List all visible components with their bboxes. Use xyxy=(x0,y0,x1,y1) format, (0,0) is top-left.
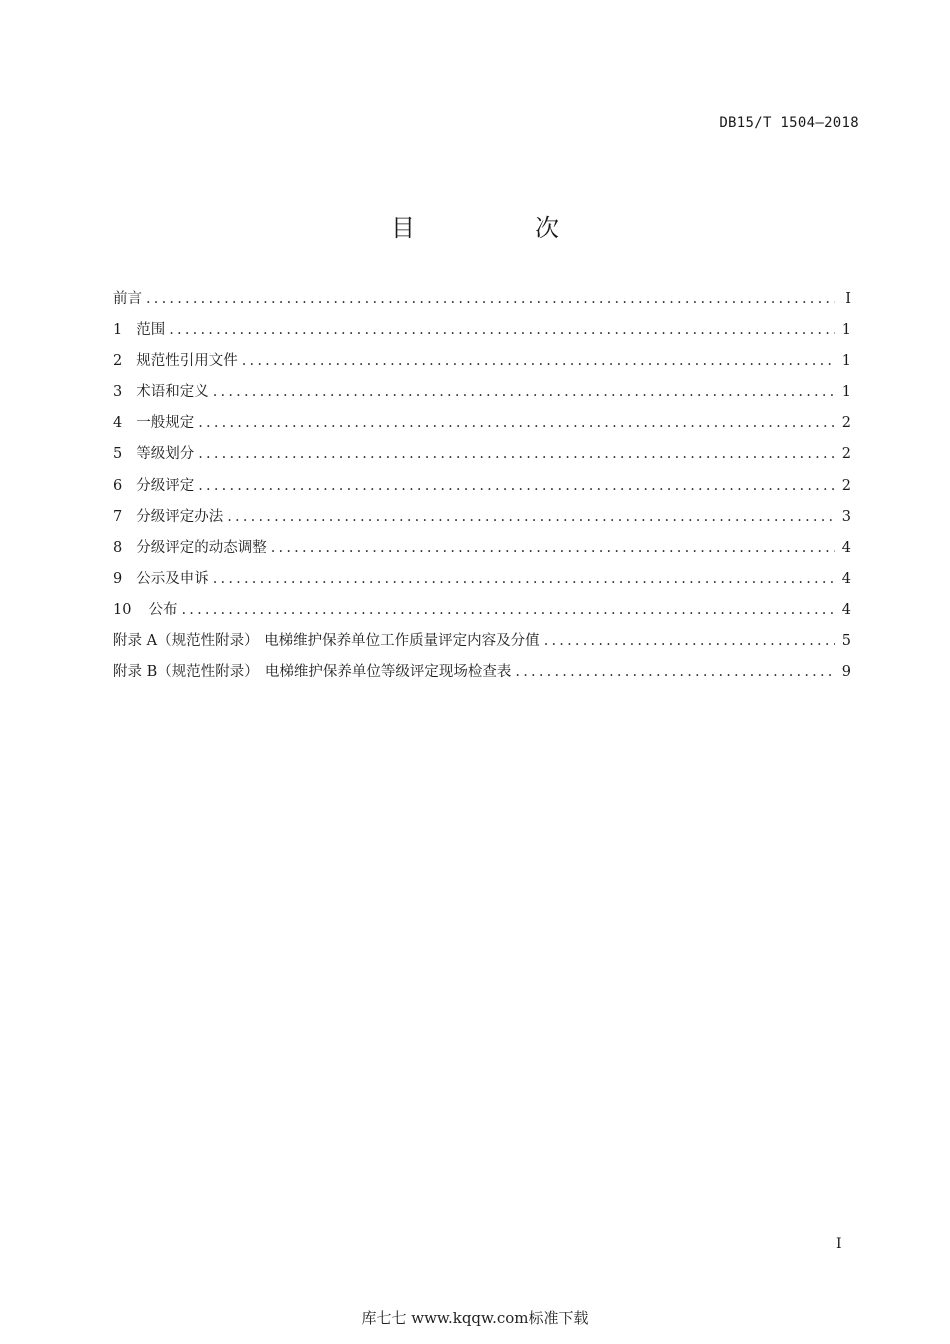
toc-entry-page: 1 xyxy=(841,384,851,401)
toc-entry-number: 5 xyxy=(113,446,123,463)
toc-leader-dots xyxy=(146,291,835,307)
toc-entry-page: 9 xyxy=(841,664,851,681)
toc-leader-dots xyxy=(198,415,835,431)
toc-entry-page: 2 xyxy=(841,415,851,432)
toc-entry-label: 术语和定义 xyxy=(136,384,209,401)
toc-entry-9[interactable] xyxy=(113,567,851,598)
footer-watermark: 库七七 www.kqqw.com标准下载 xyxy=(361,1309,589,1327)
toc-entry-label: 分级评定办法 xyxy=(136,508,224,525)
toc-entry-number: 9 xyxy=(113,570,123,587)
toc-entry-2[interactable] xyxy=(113,349,851,380)
toc-leader-dots xyxy=(181,602,835,618)
toc-leader-dots xyxy=(544,633,835,649)
toc-entry-label: 等级划分 xyxy=(136,446,195,463)
toc-entry-label: 一般规定 xyxy=(136,415,195,432)
toc-appendix-label: 附录 B（规范性附录） xyxy=(113,664,259,681)
toc-entry-page: 1 xyxy=(841,353,851,370)
toc-entry-label: 前言 xyxy=(113,291,142,307)
toc-entry-page: 4 xyxy=(841,570,851,587)
toc-leader-dots xyxy=(169,322,835,338)
toc-entry-page: 3 xyxy=(841,508,851,525)
toc-entry-label: 分级评定 xyxy=(136,477,195,494)
toc-leader-dots xyxy=(198,446,835,462)
page-number: I xyxy=(836,1236,842,1252)
toc-appendix-title: 电梯维护保养单位等级评定现场检查表 xyxy=(264,664,512,681)
toc-entry-label: 范围 xyxy=(136,322,166,339)
toc-entry-4[interactable] xyxy=(113,411,851,442)
toc-entry-page: 4 xyxy=(841,539,851,556)
toc-entry-appendix-a[interactable] xyxy=(113,629,851,660)
toc-entry-page: 1 xyxy=(841,322,851,339)
toc-leader-dots xyxy=(227,509,835,525)
toc-entry-label: 分级评定的动态调整 xyxy=(136,539,267,556)
toc-entry-number: 2 xyxy=(113,353,123,370)
toc-entry-8[interactable] xyxy=(113,536,851,567)
toc-leader-dots xyxy=(198,478,835,494)
toc-entry-7[interactable] xyxy=(113,505,851,536)
toc-entry-1[interactable] xyxy=(113,318,851,349)
toc-entry-page: 5 xyxy=(841,633,851,650)
toc-leader-dots xyxy=(271,540,835,556)
toc-entry-label: 公布 xyxy=(148,601,178,618)
toc-appendix-title: 电梯维护保养单位工作质量评定内容及分值 xyxy=(264,633,540,650)
toc-leader-dots xyxy=(213,571,835,587)
toc-entry-3[interactable] xyxy=(113,380,851,411)
toc-entry-number: 4 xyxy=(113,415,123,432)
toc-entry-number: 8 xyxy=(113,539,123,556)
toc-entry-appendix-b[interactable] xyxy=(113,660,851,691)
toc-entry-number: 7 xyxy=(113,508,123,525)
toc-entry-5[interactable] xyxy=(113,442,851,473)
toc-entry-page: I xyxy=(845,291,851,307)
toc-leader-dots xyxy=(242,353,835,369)
toc-title: 目 次 xyxy=(391,214,607,242)
toc-leader-dots xyxy=(515,664,835,680)
toc-entry-label: 公示及申诉 xyxy=(136,570,209,587)
standard-code: DB15/T 1504—2018 xyxy=(719,115,859,131)
toc-entry-label: 规范性引用文件 xyxy=(136,353,238,370)
toc-entry-6[interactable] xyxy=(113,474,851,505)
toc-entry-page: 2 xyxy=(841,477,851,494)
toc-entry-foreword[interactable] xyxy=(113,287,851,318)
toc-entry-number: 10 xyxy=(113,601,132,618)
toc-appendix-label: 附录 A（规范性附录） xyxy=(113,633,259,650)
table-of-contents xyxy=(113,287,851,691)
toc-entry-page: 2 xyxy=(841,446,851,463)
toc-entry-number: 3 xyxy=(113,384,123,401)
toc-leader-dots xyxy=(213,384,835,400)
toc-entry-10[interactable] xyxy=(113,598,851,629)
toc-entry-page: 4 xyxy=(841,601,851,618)
toc-entry-number: 1 xyxy=(113,322,123,339)
toc-entry-number: 6 xyxy=(113,477,123,494)
